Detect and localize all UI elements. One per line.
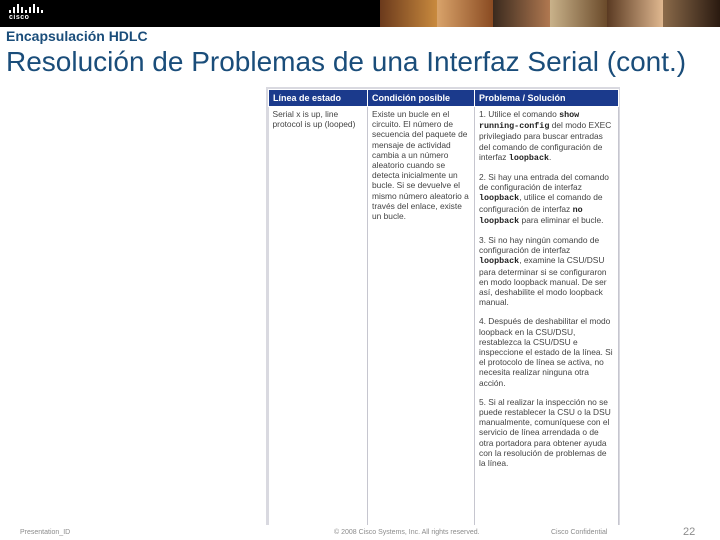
command-text: loopback <box>479 193 520 204</box>
slide-title: Resolución de Problemas de una Interfaz Serial (cont.) <box>6 46 687 77</box>
command-text: loopback <box>479 256 520 267</box>
banner-photo-strip <box>380 0 720 27</box>
solution-step-1 <box>479 109 614 163</box>
step-text: 4. Después de deshabilitar el modo loopback en la CSU/DSU, restablezca la CSU/DSU e inspeccione el estado de la línea. Si el protocolo de línea se activa, no necesita realizar ninguna otra acción. <box>479 316 613 388</box>
table-header-row <box>269 90 619 107</box>
footer-confidential: Cisco Confidential <box>551 529 608 536</box>
step-text: 5. Si al realizar la inspección no se puede restablecer la CSU o la DSU manualmente, comuníquese con el servicio de línea arrendada o de otra portadora para obtener ayuda con la resolución de problemas de la línea. <box>479 396 611 469</box>
step-text: del modo EXEC privilegiado para buscar entradas del comando de configuración de interfaz <box>479 120 612 162</box>
header-status-line: Línea de estado <box>269 90 368 107</box>
logo-wordmark: cisco <box>9 14 30 21</box>
solution-cell <box>475 107 619 526</box>
solution-step-5 <box>479 397 614 468</box>
section-subtitle: Encapsulación HDLC <box>6 28 148 44</box>
top-banner <box>0 0 720 27</box>
solution-step-3 <box>479 235 614 307</box>
step-text: , examine la CSU/DSU para determinar si se configuraron en modo loopback manual. De ser así, deshabilite el modo loopback manual. <box>479 255 607 308</box>
troubleshooting-table-frame <box>266 87 620 525</box>
step-text: , utilice el comando de configuración de interfaz <box>479 192 603 214</box>
header-problem-solution: Problema / Solución <box>475 90 619 107</box>
step-text: . <box>549 151 552 162</box>
command-text: show running-config <box>479 110 580 132</box>
footer-copyright: © 2008 Cisco Systems, Inc. All rights reserved. <box>334 529 480 536</box>
page-number: 22 <box>683 526 696 538</box>
troubleshooting-table <box>268 89 619 525</box>
cisco-logo <box>9 4 43 22</box>
command-text: loopback <box>508 152 550 163</box>
header-possible-condition: Condición posible <box>368 90 475 107</box>
step-text: 3. Si no hay ningún comando de configuración de interfaz <box>479 235 600 256</box>
footer-presentation-id: Presentation_ID <box>20 529 71 536</box>
condition-cell: Existe un bucle en el circuito. El número de secuencia del paquete de mensaje de actividad cambia a un número aleatorio cuando se detecta inicialmente un bucle. Si se devuelve el mismo número aleatorio a través del enlace, existe un bucle. <box>368 107 475 526</box>
solution-step-4 <box>479 316 614 387</box>
command-text: no loopback <box>479 204 583 226</box>
table-row <box>269 107 619 526</box>
step-text: para eliminar el bucle. <box>519 214 604 225</box>
step-text: 1. Utilice el comando <box>479 109 560 119</box>
status-line-cell: Serial x is up, line protocol is up (looped) <box>269 107 368 526</box>
solution-step-2 <box>479 172 614 226</box>
step-text: 2. Si hay una entrada del comando de configuración de interfaz <box>479 172 609 193</box>
